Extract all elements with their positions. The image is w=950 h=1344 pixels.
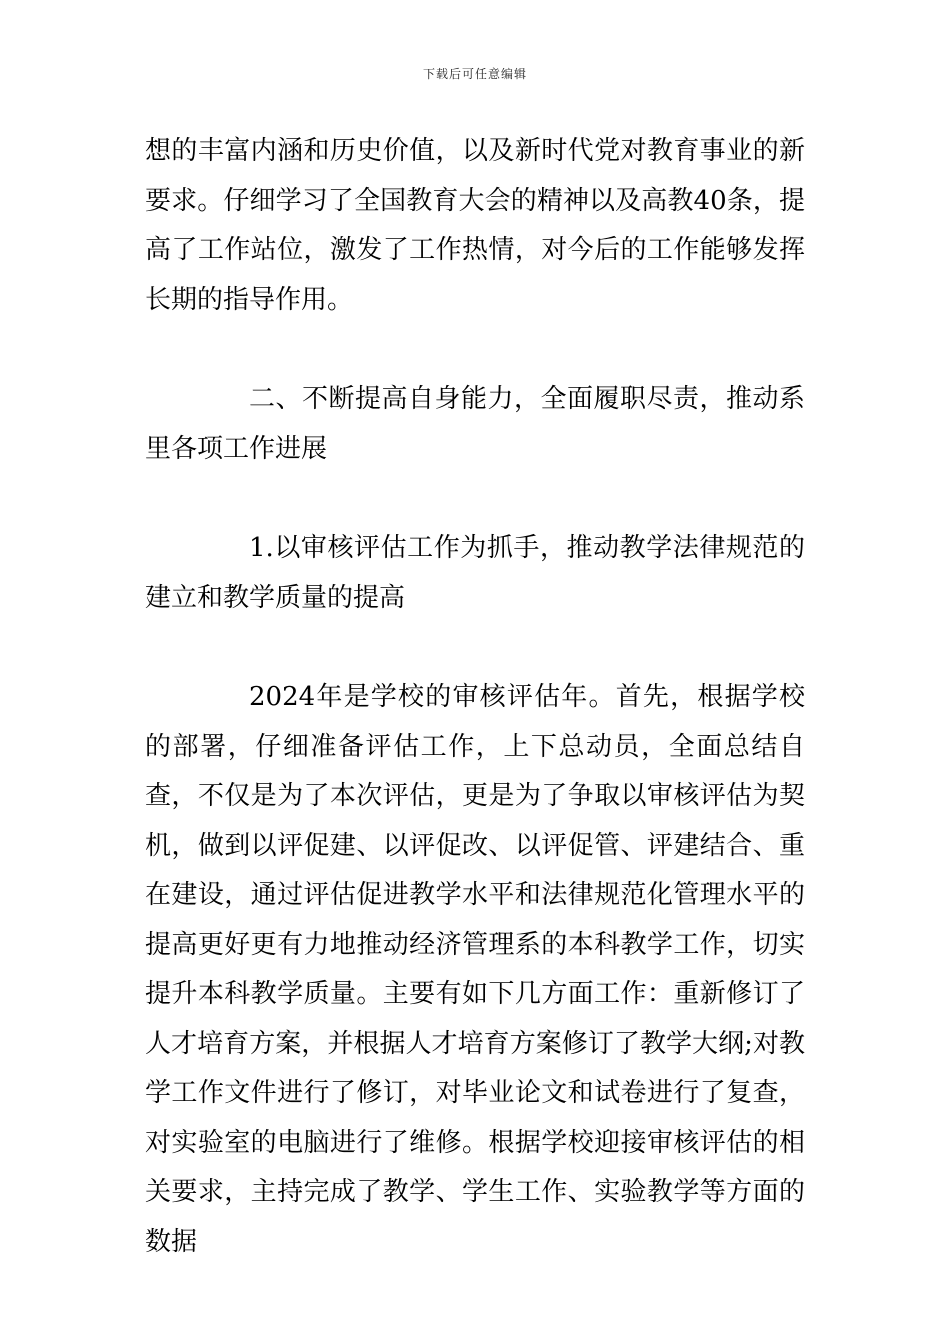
paragraph-body: 2024年是学校的审核评估年。首先，根据学校的部署，仔细准备评估工作，上下总动员，全面总结自查，不仅是为了本次评估，更是为了争取以审核评估为契机，做到以评促建、以评促改、以评促管、评建结合、重在建设，通过评估促进教学水平和法律规范化管理水平的提高更好更有力地推动经济管理系的本科教学工作，切实提升本科教学质量。主要有如下几方面工作：重新修订了人才培育方案，并根据人才培育方案修订了教学大纲;对教学工作文件进行了修订，对毕业论文和试卷进行了复查，对实验室的电脑进行了维修。根据学校迎接审核评估的相关要求，主持完成了教学、学生工作、实验教学等方面的数据 <box>145 682 805 1257</box>
subsection-heading: 1.以审核评估工作为抓手，推动教学法律规范的建立和教学质量的提高 <box>145 533 805 613</box>
paragraph-gap <box>145 325 805 375</box>
paragraph-gap <box>145 474 805 524</box>
section-heading: 二、不断提高自身能力，全面履职尽责，推动系里各项工作进展 <box>145 384 805 464</box>
paragraph-continuation: 想的丰富内涵和历史价值，以及新时代党对教育事业的新要求。仔细学习了全国教育大会的精神以及高教40条，提高了工作站位，激发了工作热情，对今后的工作能够发挥长期的指导作用。 <box>145 136 805 315</box>
document-body <box>145 127 805 1267</box>
paragraph-gap <box>145 623 805 673</box>
header-note: 下载后可任意编辑 <box>422 67 527 81</box>
